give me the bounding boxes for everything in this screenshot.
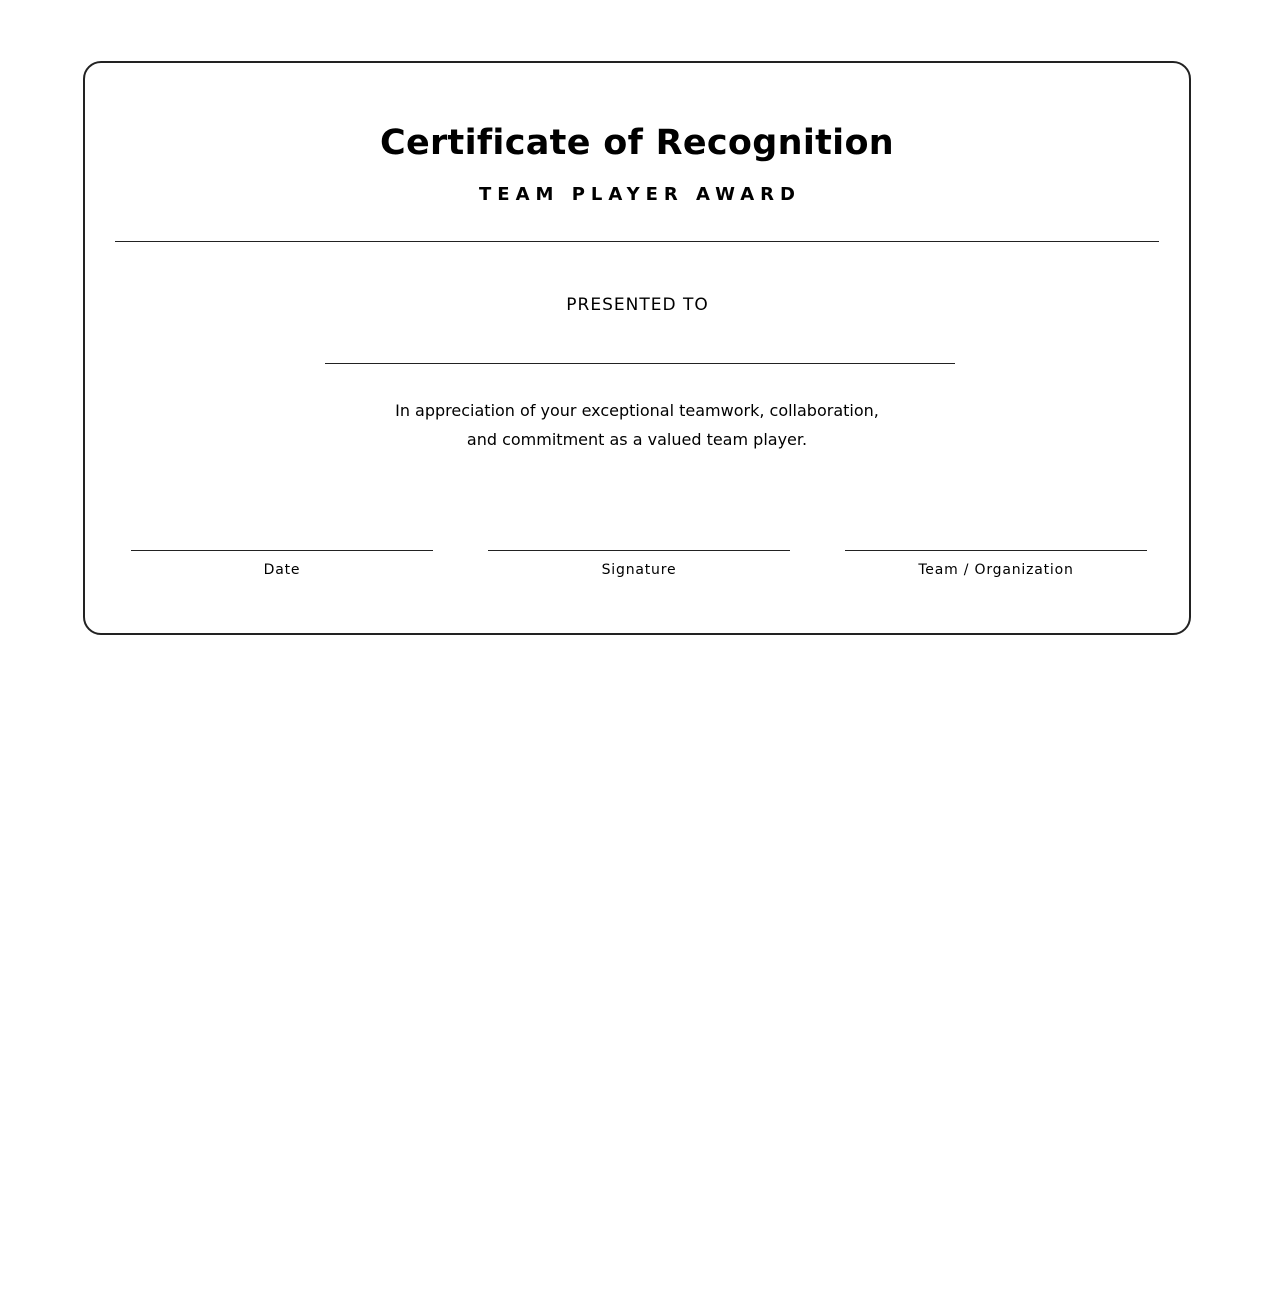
team-organization-field bbox=[845, 550, 1147, 580]
presented-to-label: PRESENTED TO bbox=[566, 295, 709, 315]
date-label: Date bbox=[263, 562, 301, 578]
date-line bbox=[131, 550, 433, 551]
signature-line bbox=[488, 550, 790, 551]
message-line-1: In appreciation of your exceptional teamwork, collaboration, bbox=[395, 401, 879, 420]
certificate-title: Certificate of Recognition bbox=[379, 123, 895, 163]
team-organization-label: Team / Organization bbox=[918, 562, 1074, 578]
award-subtitle: TEAM PLAYER AWARD bbox=[479, 184, 801, 205]
message-line-2: and commitment as a valued team player. bbox=[466, 430, 808, 449]
team-organization-line bbox=[845, 550, 1147, 551]
recipient-name-line bbox=[325, 363, 955, 364]
header-divider bbox=[115, 241, 1159, 242]
appreciation-message bbox=[85, 396, 1189, 454]
signature-field bbox=[488, 550, 790, 580]
certificate-card bbox=[83, 61, 1191, 635]
signature-label: Signature bbox=[601, 562, 677, 578]
date-field bbox=[131, 550, 433, 580]
